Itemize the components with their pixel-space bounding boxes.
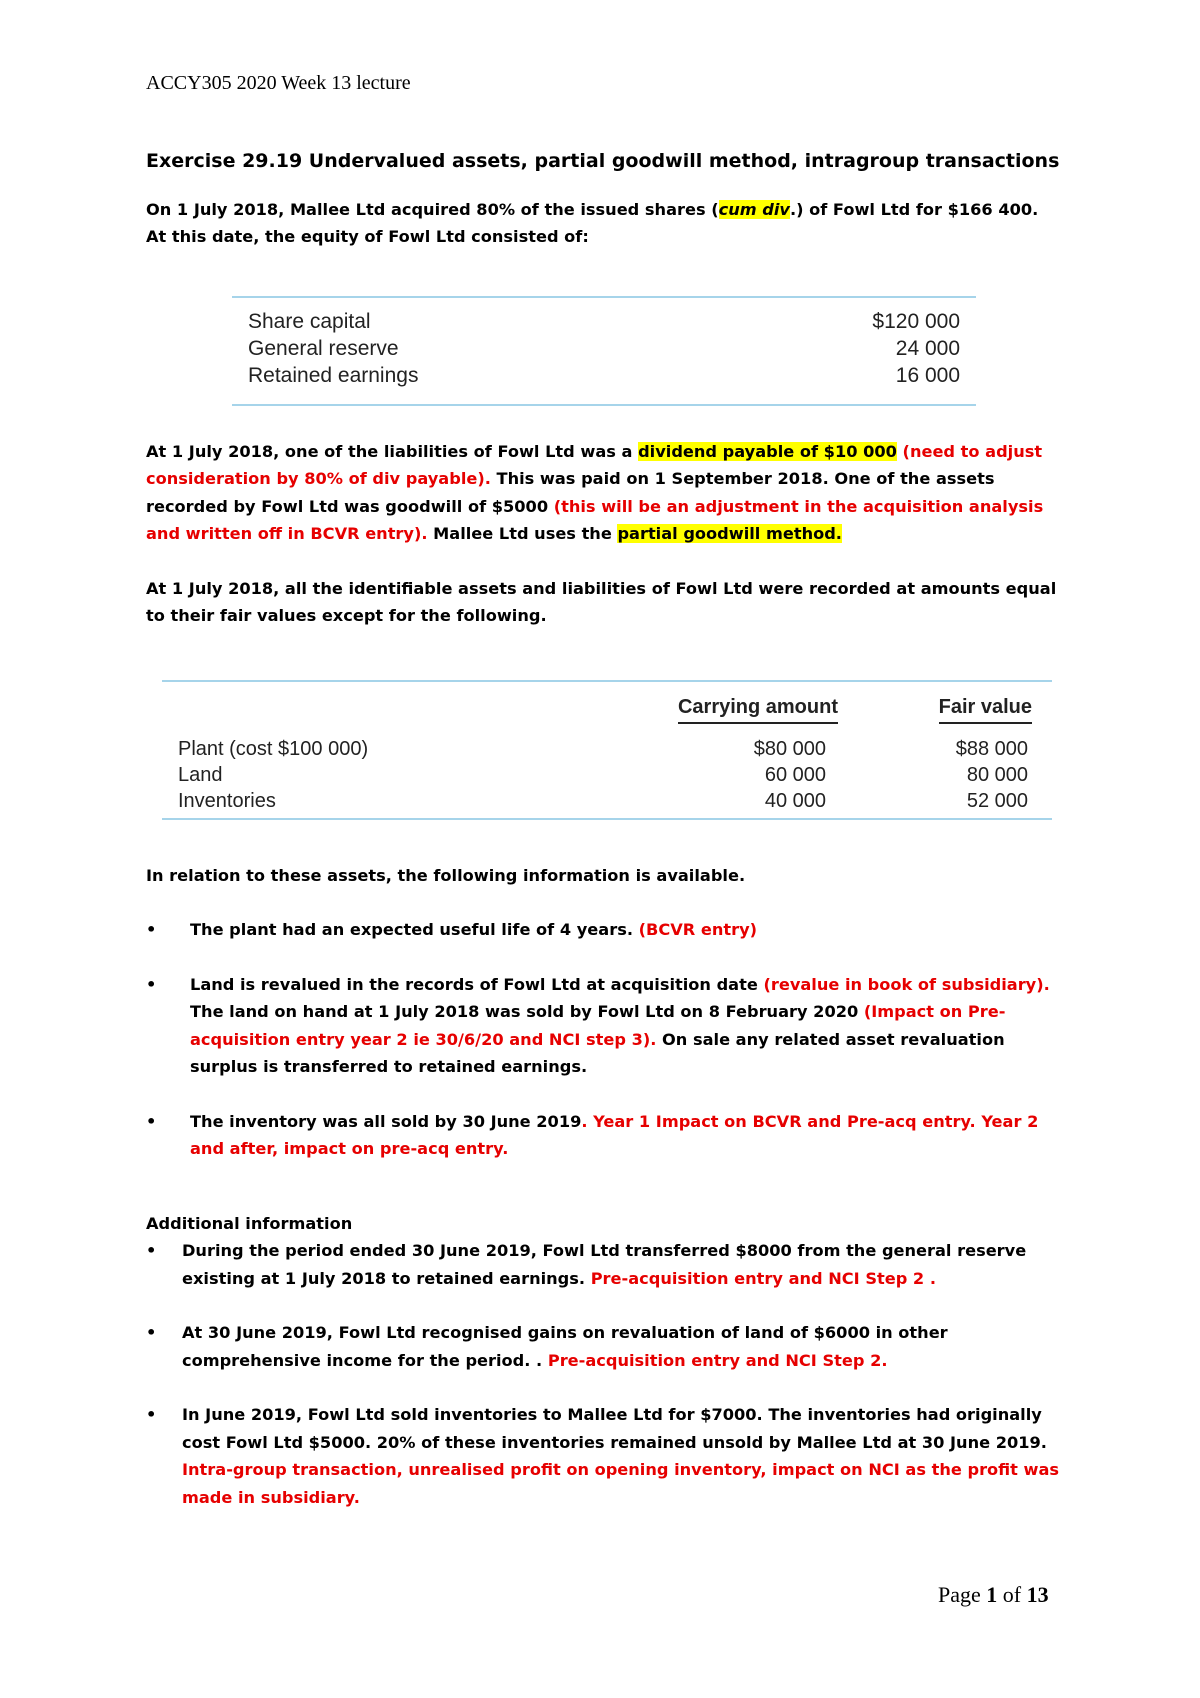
- plant-text: The plant had an expected useful life of 4 years.: [190, 920, 639, 939]
- additional-heading: Additional information: [146, 1213, 353, 1233]
- fair-value: 80 000: [966, 764, 1028, 786]
- fair-value-paragraph: At 1 July 2018, all the identifiable assets and liabilities of Fowl Ltd were recorded at amounts equal to their fair values except for the following.: [146, 578, 1057, 625]
- page-total: 13: [1026, 1582, 1049, 1607]
- dividend-paragraph: [146, 438, 1066, 548]
- bullet-dot: •: [146, 1111, 157, 1131]
- dividend-text-b: This was paid on 1 September 2018. One of the assets recorded by Fowl Ltd was goodwill of $5000: [146, 469, 995, 516]
- inventory-note: . Year 1 Impact on BCVR and Pre-acq entry. Year 2 and after, impact on pre-acq entry.: [190, 1111, 1039, 1158]
- equity-row: [248, 310, 960, 337]
- equity-label: General reserve: [248, 337, 399, 360]
- partial-goodwill-highlight: partial goodwill method.: [617, 524, 842, 543]
- page-label: Page: [938, 1582, 987, 1607]
- bullet-dot: •: [146, 1405, 157, 1424]
- asset-row: [178, 738, 1052, 764]
- additional-item-3-text: In June 2019, Fowl Ltd sold inventories to Mallee Ltd for $7000. The inventories had originally cost Fowl Ltd $5000. 20% of these inventories remained unsold by Mallee Ltd at 30 June 2019.: [182, 1405, 1047, 1452]
- land-text-b: The land on hand at 1 July 2018 was sold by Fowl Ltd on 8 February 2020: [190, 1002, 864, 1021]
- land-text-c: On sale any related asset revaluation surplus is transferred to retained earnings.: [190, 1029, 1005, 1076]
- relation-paragraph: In relation to these assets, the following information is available.: [146, 865, 746, 885]
- equity-value: 16 000: [895, 364, 960, 387]
- bullet-inventory: [146, 1108, 1066, 1163]
- additional-item-1: [146, 1237, 1066, 1292]
- equity-value: 24 000: [895, 337, 960, 360]
- bullet-land: [146, 971, 1066, 1081]
- bullet-dot: •: [146, 974, 157, 994]
- land-note-1: (revalue in book of subsidiary).: [763, 974, 1050, 994]
- equity-label: Retained earnings: [248, 364, 419, 387]
- fair-value: $88 000: [955, 738, 1028, 760]
- additional-item-3: [146, 1401, 1066, 1511]
- page-number: 1: [986, 1582, 998, 1607]
- carrying-amount-header: Carrying amount: [678, 696, 838, 724]
- carrying-value: 40 000: [764, 790, 826, 812]
- fair-value: 52 000: [966, 790, 1028, 812]
- additional-item-1-text: During the period ended 30 June 2019, Fowl Ltd transferred $8000 from the general reserve existing at 1 July 2018 to retained earnings.: [182, 1241, 1027, 1288]
- asset-label: Plant (cost $100 000): [178, 738, 369, 760]
- dividend-text-c: Mallee Ltd uses the: [427, 524, 618, 543]
- of-label: of: [997, 1582, 1027, 1607]
- cum-div-highlight: cum div: [718, 199, 790, 219]
- equity-row: [248, 337, 960, 364]
- equity-row: [248, 364, 960, 391]
- intro-text-a: On 1 July 2018, Mallee Ltd acquired 80% of the issued shares (: [146, 199, 719, 219]
- dividend-text-a: At 1 July 2018, one of the liabilities of Fowl Ltd was a: [146, 441, 639, 461]
- page-footer: [938, 1582, 1049, 1608]
- asset-label: Inventories: [178, 790, 276, 812]
- carrying-value: $80 000: [753, 738, 826, 760]
- additional-item-2-text: At 30 June 2019, Fowl Ltd recognised gains on revaluation of land of $6000 in other comprehensive income for the period. .: [182, 1323, 948, 1370]
- additional-item-2-note: Pre-acquisition entry and NCI Step 2.: [547, 1350, 888, 1370]
- dividend-note: (need to adjust consideration by 80% of div payable).: [146, 441, 1043, 488]
- document-header: ACCY305 2020 Week 13 lecture: [146, 72, 411, 94]
- asset-row: [178, 764, 1052, 790]
- additional-item-2: [146, 1319, 1066, 1374]
- equity-table: [232, 296, 976, 406]
- land-note-2: (Impact on Pre-acquisition entry year 2 ie 30/6/20 and NCI step 3).: [190, 1002, 1006, 1049]
- intro-line-1: [146, 196, 1066, 224]
- land-text-a: Land is revalued in the records of Fowl Ltd at acquisition date: [190, 974, 764, 994]
- intro-line-2: At this date, the equity of Fowl Ltd consisted of:: [146, 227, 589, 246]
- fair-value-header: Fair value: [939, 696, 1032, 724]
- bullet-dot: •: [146, 1323, 157, 1342]
- asset-row: [178, 790, 1052, 816]
- asset-table: [162, 680, 1052, 820]
- bullet-dot: •: [146, 920, 157, 939]
- bullet-dot: •: [146, 1241, 157, 1260]
- goodwill-note: (this will be an adjustment in the acquisition analysis and written off in BCVR entry).: [146, 496, 1044, 543]
- dividend-highlight: dividend payable of $10 000: [638, 441, 897, 461]
- exercise-title: Exercise 29.19 Undervalued assets, partial goodwill method, intragroup transactions: [146, 150, 1060, 172]
- equity-value: $120 000: [872, 310, 960, 333]
- carrying-value: 60 000: [764, 764, 826, 786]
- additional-item-3-note: Intra-group transaction, unrealised profit on opening inventory, impact on NCI as the profit was made in subsidiary.: [182, 1460, 1060, 1507]
- inventory-text: The inventory was all sold by 30 June 2019: [190, 1111, 582, 1131]
- asset-label: Land: [178, 764, 223, 786]
- plant-note: (BCVR entry): [638, 920, 758, 939]
- intro-text-b: .) of Fowl Ltd for $166 400.: [789, 199, 1039, 219]
- additional-item-1-note: Pre-acquisition entry and NCI Step 2 .: [590, 1268, 936, 1288]
- bullet-plant: [146, 916, 1066, 944]
- equity-label: Share capital: [248, 310, 371, 333]
